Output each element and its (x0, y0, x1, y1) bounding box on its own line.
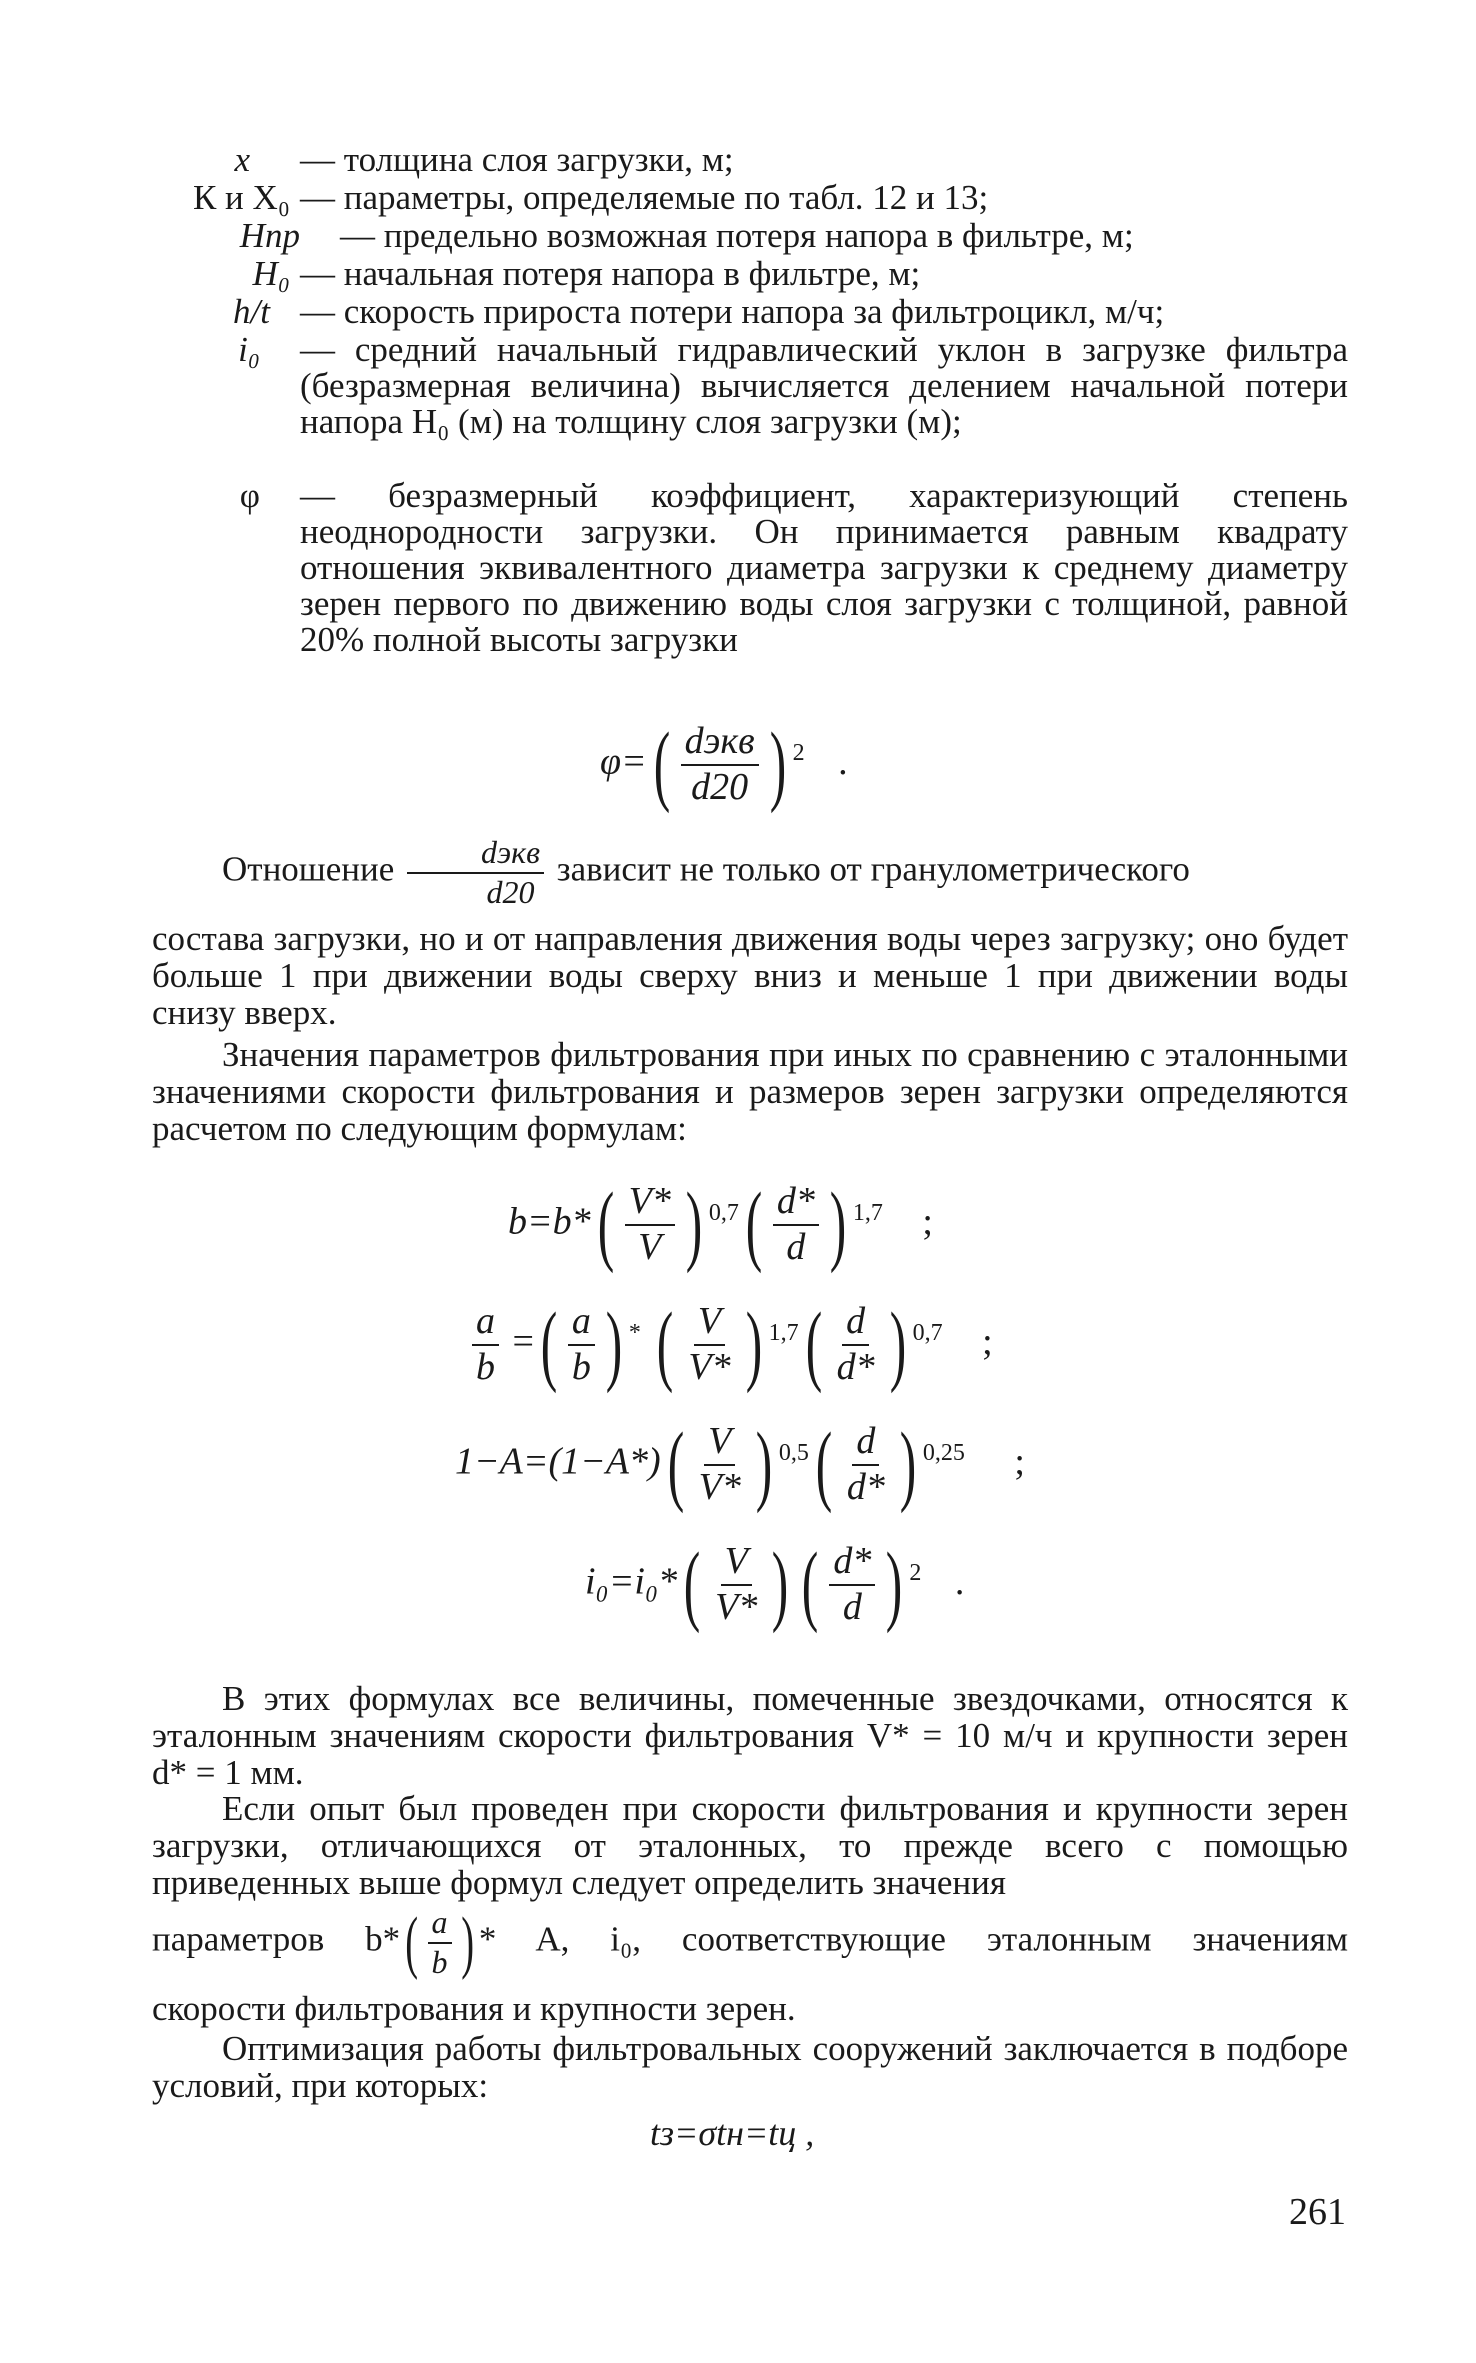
denominator: b (571, 1346, 591, 1388)
formula-punct: ; (922, 1200, 933, 1243)
numerator: a (568, 1302, 595, 1346)
params-line-2: скорости фильтрования и крупности зерен. (152, 1989, 796, 2028)
formula-i0: i₀=i₀*( $\frac{V}{V*}$ ) ( $\frac{d*}{d}$ ) $^2$ . (585, 1535, 965, 1634)
formula-lhs: i₀=i₀* (585, 1560, 678, 1603)
denominator: d* (846, 1466, 885, 1508)
numerator: dэкв (681, 722, 759, 766)
paragraph-stars: В этих формулах все величины, помеченные звездочками, относятся к эталонным значениям скорости фильтрования V* = 10 м/ч и крупности зерен d* = 1 мм. (152, 1679, 1348, 1792)
formula-b: b=b*( $\frac{V*}{V}$ ) $^{0,7}$( $\frac{d*}{d}$ ) $^{1,7}$ ; (508, 1175, 933, 1274)
formula-time: tз=σtн=tц , (650, 2113, 815, 2153)
definition-symbol: Hпр (239, 216, 300, 255)
denominator: d20 (691, 766, 749, 808)
numerator: V (721, 1542, 752, 1586)
definition-text: — параметры, определяемые по табл. 12 и 13; (300, 178, 989, 217)
formula-phi: φ=( $\frac{\text{dэкв}}{d20}$ ) $^2$ . (600, 715, 848, 814)
star-marker: * (628, 1320, 641, 1347)
denominator: V* (698, 1466, 741, 1508)
fraction (407, 836, 544, 909)
formula-punct: ; (982, 1320, 993, 1363)
paragraph-optimization: Оптимизация работы фильтровальных сооружений заключается в подборе условий, при которых: (152, 2029, 1348, 2105)
paragraph-ratio (152, 836, 1348, 909)
formula-punct: ; (1014, 1440, 1025, 1483)
paragraph-ratio-cont: состава загрузки, но и от направления движения воды через загрузку; оно будет больше 1 при движении воды сверху вниз и меньше 1 при движении воды снизу вверх. (152, 919, 1348, 1032)
definition-symbol: h/t (233, 292, 270, 331)
exponent: 1,7 (768, 1320, 799, 1347)
numerator: V* (625, 1182, 675, 1226)
denominator: V* (715, 1586, 758, 1628)
numerator: dэкв (407, 836, 544, 874)
definition-text: — безразмерный коэффициент, характеризующий степень неоднородности загрузки. Он принимается равным квадрату отношения эквивалентного диаметра загрузки к среднему диаметру зерен первого по движению воды слоя загрузки с толщиной, равной 20% полной высоты загрузки (300, 476, 1348, 659)
numerator: V (694, 1302, 725, 1346)
exponent: 2 (792, 740, 805, 767)
denominator: b (476, 1346, 495, 1388)
formula-lhs: φ= (600, 740, 647, 783)
formula-ab: $\frac{a}{b}$ =( $\frac{a}{b}$ ) * ( $\frac{V}{V*}$ ) $^{1,7}$( $\frac{d}{d*}$ ) $^{0,7}$ ; (468, 1300, 993, 1390)
numerator: V (704, 1422, 735, 1466)
denominator: d* (836, 1346, 875, 1388)
denominator: V (638, 1226, 662, 1268)
text-lead: параметров b* (152, 1919, 401, 1959)
exponent: 0,5 (778, 1440, 809, 1467)
numerator: d (842, 1302, 869, 1346)
definition-symbol: i₀ (238, 330, 260, 369)
exponent: 1,7 (852, 1200, 883, 1227)
formula-punct: . (838, 740, 848, 783)
formula-punct: . (954, 1560, 965, 1603)
definition-symbol: H₀ (252, 254, 290, 293)
formula-lhs: b=b* (508, 1200, 591, 1243)
exponent: 0,7 (912, 1320, 943, 1347)
definition-text: — средний начальный гидравлический уклон в загрузке фильтра (безразмерная величина) вычисляется делением начальной потери напора H₀ (м) на толщину слоя загрузки (м); (300, 330, 1348, 441)
paragraph-values: Значения параметров фильтрования при иных по сравнению с эталонными значениями скорости фильтрования и размеров зерен загрузки определяются расчетом по следующим формулам: (152, 1035, 1348, 1148)
definition-symbol: φ (239, 476, 260, 515)
numerator: d* (773, 1182, 819, 1226)
definition-text: — начальная потеря напора в фильтре, м; (300, 254, 921, 293)
exponent: 0,7 (708, 1200, 739, 1227)
text-rest: зависит не только от гранулометрического (556, 849, 1190, 889)
denominator: d (842, 1586, 862, 1628)
page-number: 261 (1289, 2191, 1346, 2233)
paragraph-experiment: Если опыт был проведен при скорости фильтрования и крупности зерен загрузки, отличающихся от эталонных, то прежде всего с помощью приведенных выше формул следует определить значения (152, 1789, 1348, 1902)
numerator: d (852, 1422, 879, 1466)
fraction (681, 722, 759, 808)
numerator: a (472, 1302, 499, 1346)
formula-A: 1−A=(1−A*)( $\frac{V}{V*}$ ) $^{0,5}$( $\frac{d}{d*}$ ) $^{0,25}$ ; (455, 1415, 1025, 1514)
denominator: b (431, 1943, 448, 1980)
definition-text: — предельно возможная потеря напора в фильтре, м; (340, 216, 1134, 255)
definition-symbol: К и Х₀ (192, 178, 290, 217)
exponent: 2 (909, 1560, 922, 1587)
equals-sign: = (512, 1320, 534, 1363)
definition-text: — толщина слоя загрузки, м; (300, 140, 734, 179)
definition-text: — скорость прироста потери напора за фильтроцикл, м/ч; (300, 292, 1165, 331)
text-lead: Отношение (222, 849, 395, 889)
text-rest: * A, i₀, соответствующие эталонным значениям (478, 1919, 1349, 1959)
formula-lhs: 1−A=(1−A*) (455, 1440, 661, 1483)
exponent: 0,25 (922, 1440, 965, 1467)
definition-symbol: x (234, 140, 250, 179)
params-line: параметров b*( $\frac{a}{b}$ ) * A, i₀, соответствующие эталонным значениям (152, 1903, 1349, 1981)
denominator: d20 (486, 873, 535, 910)
denominator: V* (688, 1346, 731, 1388)
numerator: d* (829, 1542, 875, 1586)
denominator: d (786, 1226, 806, 1268)
numerator: a (428, 1906, 452, 1944)
